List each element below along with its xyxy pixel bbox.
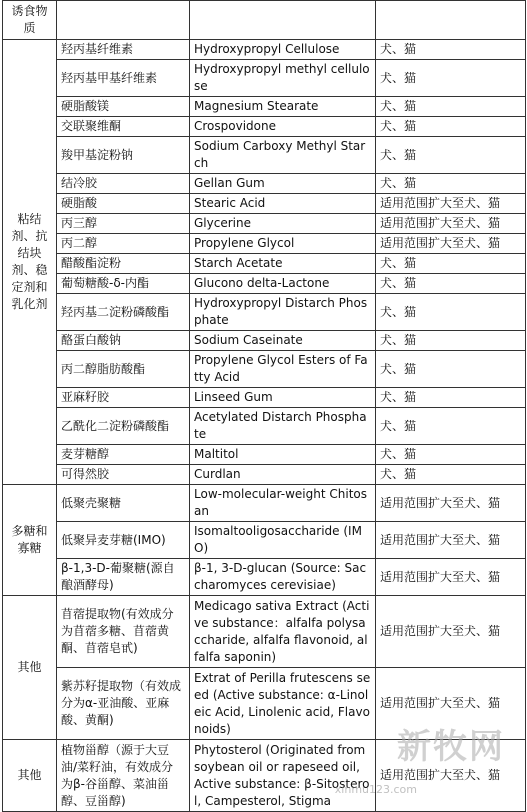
scope-cell: 犬、猫 [376,174,526,194]
table-row [3,485,526,522]
table-row [3,60,526,97]
scope-cell: 犬、猫 [376,117,526,137]
chinese-name-cell: 交联聚维酮 [57,117,190,137]
additive-table-body [3,1,526,812]
scope-cell: 适用范围扩大至犬、猫 [376,522,526,559]
chinese-name-cell: β-1,3-D-葡聚糖(源自酿酒酵母) [57,559,190,596]
scope-cell: 适用范围扩大至犬、猫 [376,234,526,254]
table-row [3,294,526,331]
table-row [3,1,526,40]
scope-cell: 犬、猫 [376,137,526,174]
scope-cell: 犬、猫 [376,331,526,351]
table-row [3,174,526,194]
table-row [3,522,526,559]
chinese-name-cell [57,1,190,40]
scope-cell: 适用范围扩大至犬、猫 [376,740,526,812]
english-name-cell: Hydroxypropyl methyl cellulose [190,60,376,97]
english-name-cell: Isomaltooligosaccharide (IMO) [190,522,376,559]
scope-cell: 犬、猫 [376,40,526,60]
chinese-name-cell: 硬脂酸镁 [57,97,190,117]
scope-cell [376,1,526,40]
table-row [3,596,526,668]
chinese-name-cell: 低聚壳聚糖 [57,485,190,522]
table-row [3,408,526,445]
table-row [3,559,526,596]
english-name-cell: Maltitol [190,445,376,465]
scope-cell: 适用范围扩大至犬、猫 [376,194,526,214]
chinese-name-cell: 葡萄糖酸-δ-内酯 [57,274,190,294]
english-name-cell: Gellan Gum [190,174,376,194]
scope-cell: 适用范围扩大至犬、猫 [376,214,526,234]
chinese-name-cell: 结冷胶 [57,174,190,194]
category-cell: 诱食物质 [3,1,57,40]
english-name-cell: Glucono delta-Lactone [190,274,376,294]
scope-cell: 犬、猫 [376,408,526,445]
chinese-name-cell: 麦芽糖醇 [57,445,190,465]
english-name-cell: Extrat of Perilla frutescens seed (Active substance: α-Linoleic Acid, Linolenic acid, Flavonoids) [190,668,376,740]
chinese-name-cell: 苜蓿提取物(有效成分为苜蓿多糖、苜蓿黄酮、苜蓿皂甙) [57,596,190,668]
scope-cell: 适用范围扩大至犬、猫 [376,485,526,522]
english-name-cell: Sodium Caseinate [190,331,376,351]
scope-cell: 犬、猫 [376,445,526,465]
chinese-name-cell: 紫苏籽提取物（有效成分为α-亚油酸、亚麻酸、黄酮) [57,668,190,740]
english-name-cell [190,1,376,40]
scope-cell: 犬、猫 [376,60,526,97]
english-name-cell: Low-molecular-weight Chitosan [190,485,376,522]
category-cell: 粘结剂、抗结块剂、稳定剂和乳化剂 [3,40,57,485]
table-row [3,254,526,274]
english-name-cell: Curdlan [190,465,376,485]
chinese-name-cell: 可得然胶 [57,465,190,485]
scope-cell: 犬、猫 [376,274,526,294]
chinese-name-cell: 羟丙基纤维素 [57,40,190,60]
scope-cell: 犬、猫 [376,254,526,274]
english-name-cell: Starch Acetate [190,254,376,274]
watermark-url: xinmu123.com [334,783,417,796]
watermark-logo: 新牧网 [397,727,505,767]
scope-cell: 适用范围扩大至犬、猫 [376,596,526,668]
table-row [3,97,526,117]
english-name-cell: Linseed Gum [190,388,376,408]
scope-cell: 犬、猫 [376,465,526,485]
chinese-name-cell: 酪蛋白酸钠 [57,331,190,351]
additive-table [2,0,526,812]
english-name-cell: Magnesium Stearate [190,97,376,117]
chinese-name-cell: 亚麻籽胶 [57,388,190,408]
chinese-name-cell: 羟丙基二淀粉磷酸酯 [57,294,190,331]
chinese-name-cell: 丙三醇 [57,214,190,234]
table-row [3,117,526,137]
table-row [3,331,526,351]
english-name-cell: Sodium Carboxy Methyl Starch [190,137,376,174]
english-name-cell: Stearic Acid [190,194,376,214]
scope-cell: 犬、猫 [376,97,526,117]
table-row [3,274,526,294]
chinese-name-cell: 植物甾醇（源于大豆油/菜籽油，有效成分为β-谷甾醇、菜油甾醇、豆甾醇) [57,740,190,812]
english-name-cell: Crospovidone [190,117,376,137]
table-row [3,234,526,254]
chinese-name-cell: 羟丙基甲基纤维素 [57,60,190,97]
english-name-cell: Medicago sativa Extract (Active substance：alfalfa polysaccharide, alfalfa flavonoid, alfalfa saponin) [190,596,376,668]
table-row [3,40,526,60]
table-row [3,445,526,465]
english-name-cell: β-1, 3-D-glucan (Source: Saccharomyces cerevisiae) [190,559,376,596]
english-name-cell: Propylene Glycol [190,234,376,254]
chinese-name-cell: 丙二醇脂肪酸酯 [57,351,190,388]
english-name-cell: Phytosterol (Originated from soybean oil or rapeseed oil, Active substance: β-Sitosterol, Campesterol, Stigma [190,740,376,812]
table-row [3,194,526,214]
scope-cell: 适用范围扩大至犬、猫 [376,559,526,596]
table-row [3,465,526,485]
english-name-cell: Hydroxypropyl Cellulose [190,40,376,60]
chinese-name-cell: 醋酸酯淀粉 [57,254,190,274]
table-row [3,137,526,174]
english-name-cell: Hydroxypropyl Distarch Phosphate [190,294,376,331]
table-row [3,214,526,234]
scope-cell: 犬、猫 [376,294,526,331]
chinese-name-cell: 乙酰化二淀粉磷酸酯 [57,408,190,445]
english-name-cell: Acetylated Distarch Phosphate [190,408,376,445]
category-cell: 多糖和寡糖 [3,485,57,596]
chinese-name-cell: 羧甲基淀粉钠 [57,137,190,174]
scope-cell: 适用范围扩大至犬、猫 [376,668,526,740]
chinese-name-cell: 丙二醇 [57,234,190,254]
category-cell: 其他 [3,596,57,740]
scope-cell: 犬、猫 [376,388,526,408]
chinese-name-cell: 硬脂酸 [57,194,190,214]
table-row [3,351,526,388]
english-name-cell: Propylene Glycol Esters of Fatty Acid [190,351,376,388]
scope-cell: 犬、猫 [376,351,526,388]
table-row [3,388,526,408]
chinese-name-cell: 低聚异麦芽糖(IMO) [57,522,190,559]
category-cell: 其他 [3,740,57,812]
english-name-cell: Glycerine [190,214,376,234]
